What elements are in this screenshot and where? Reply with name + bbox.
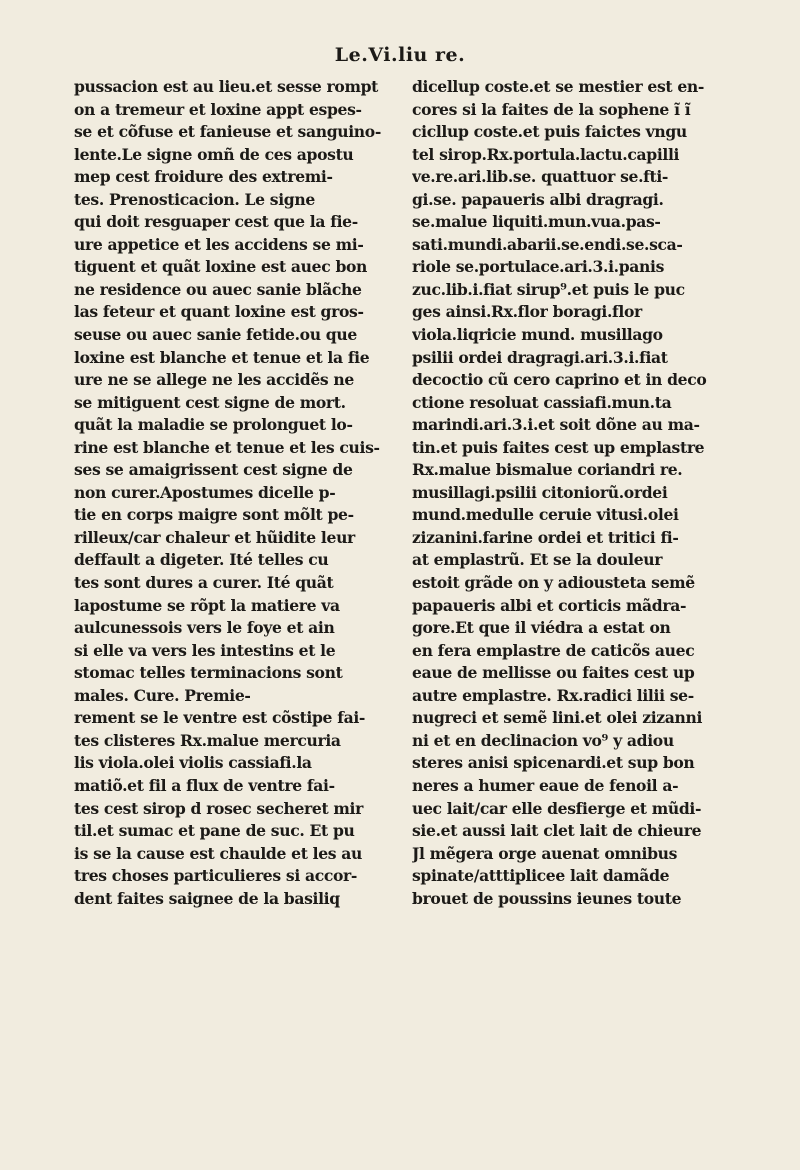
- right-column-line: tel sirop.Rx.portula.lactu.capilli: [412, 144, 680, 164]
- left-column-line: tes. Prenosticacion. Le signe: [74, 189, 315, 209]
- left-column-line: loxine est blanche et tenue et la fie: [74, 347, 370, 367]
- left-column-line: ses se amaigrissent cest signe de: [74, 460, 353, 480]
- left-column-line: lis viola.olei violis cassiafi.la: [74, 753, 312, 773]
- right-text-column: [412, 76, 728, 910]
- right-column-line: uec lait/car elle desfierge et mũdi-: [412, 798, 702, 818]
- right-column-line: riole se.portulace.ari.3.i.panis: [412, 257, 665, 277]
- right-column-line: at emplastrũ. Et se la douleur: [412, 550, 663, 570]
- right-column-line: Rx.malue bismalue coriandri re.: [412, 460, 683, 480]
- right-column-line: marindi.ari.3.i.et soit dõne au ma-: [412, 415, 700, 435]
- right-column-line: estoit grãde on y adiousteta semẽ: [412, 573, 695, 593]
- right-column-line: psilii ordei dragragi.ari.3.i.fiat: [412, 347, 668, 367]
- right-column-line: tin.et puis faites cest up emplastre: [412, 437, 705, 457]
- left-column-line: rilleux/car chaleur et hũidite leur: [74, 527, 355, 547]
- right-column-line: brouet de poussins ieunes toute: [412, 888, 682, 908]
- left-column-line: dent faites saignee de la basiliq: [74, 888, 340, 908]
- right-column-line: mund.medulle ceruie vitusi.olei: [412, 505, 679, 525]
- left-column-line: qui doit resguaper cest que la fie-: [74, 212, 358, 232]
- left-column-line: matiõ.et fil a flux de ventre fai-: [74, 775, 335, 795]
- right-column-line: sie.et aussi lait clet lait de chieure: [412, 821, 702, 841]
- left-column-line: tiguent et quãt loxine est auec bon: [74, 257, 368, 277]
- left-column-line: las feteur et quant loxine est gros-: [74, 302, 364, 322]
- left-column-line: se et cõfuse et fanieuse et sanguino-: [74, 122, 381, 142]
- left-column-line: deffault a digeter. Ité telles cu: [74, 550, 329, 570]
- left-column-line: tes sont dures a curer. Ité quãt: [74, 573, 334, 593]
- left-column-line: non curer.Apostumes dicelle p-: [74, 482, 336, 502]
- right-column-line: Jl mẽgera orge auenat omnibus: [412, 843, 678, 863]
- left-column-line: mep cest froidure des extremi-: [74, 167, 333, 187]
- left-column-line: tres choses particulieres si accor-: [74, 866, 358, 886]
- left-column-line: lapostume se rõpt la matiere va: [74, 595, 340, 615]
- left-column-line: ure ne se allege ne les accidẽs ne: [74, 370, 354, 390]
- right-column-line: ges ainsi.Rx.flor boragi.flor: [412, 302, 642, 322]
- left-column-line: tes cest sirop d rosec secheret mir: [74, 798, 363, 818]
- left-column-line: stomac telles terminacions sont: [74, 663, 343, 683]
- right-column-line: cicllup coste.et puis faictes vngu: [412, 122, 687, 142]
- right-column-line: decoctio cũ cero caprino et in deco: [412, 370, 707, 390]
- left-column-line: pussacion est au lieu.et sesse rompt: [74, 77, 379, 96]
- left-column-line: seuse ou auec sanie fetide.ou que: [74, 325, 357, 345]
- left-column-line: til.et sumac et pane de suc. Et pu: [74, 821, 355, 841]
- left-column-line: males. Cure. Premie-: [74, 685, 251, 705]
- left-column-line: rement se le ventre est cõstipe fai-: [74, 708, 366, 728]
- right-column-line: sati.mundi.abarii.se.endi.se.sca-: [412, 234, 683, 254]
- left-column-line: ure appetice et les accidens se mi-: [74, 234, 364, 254]
- right-column-line: ve.re.ari.lib.se. quattuor se.fti-: [412, 167, 669, 187]
- right-column-line: viola.liqricie mund. musillago: [412, 325, 663, 345]
- running-head: Le.Vi.liu re.: [334, 44, 466, 66]
- right-column-line: zuc.lib.i.fiat sirup⁹.et puis le puc: [412, 279, 685, 299]
- right-column-line: spinate/atttiplicee lait damãde: [412, 866, 670, 886]
- right-column-line: papaueris albi et corticis mãdra-: [412, 595, 687, 615]
- right-column-line: en fera emplastre de caticõs auec: [412, 640, 695, 660]
- right-column-line: cores si la faites de la sophene ĩ ĩ: [412, 99, 691, 119]
- right-column-line: dicellup coste.et se mestier est en-: [412, 77, 705, 96]
- right-column-line: steres anisi spicenardi.et sup bon: [412, 753, 695, 773]
- left-column-line: tie en corps maigre sont mõlt pe-: [74, 505, 354, 525]
- left-column-line: aulcunessois vers le foye et ain: [74, 618, 335, 638]
- right-column-line: zizanini.farine ordei et tritici fi-: [412, 527, 679, 547]
- right-column-line: nugreci et semẽ lini.et olei zizanni: [412, 708, 703, 728]
- right-column-line: musillagi.psilii citoniorũ.ordei: [412, 482, 668, 502]
- left-column-line: quãt la maladie se prolonguet lo-: [74, 415, 353, 435]
- right-column-line: gi.se. papaueris albi dragragi.: [412, 189, 664, 209]
- left-column-line: on a tremeur et loxine appt espes-: [74, 99, 362, 119]
- right-column-line: ctione resoluat cassiafi.mun.ta: [412, 392, 672, 412]
- right-column-line: autre emplastre. Rx.radici lilii se-: [412, 685, 694, 705]
- right-column-line: eaue de mellisse ou faites cest up: [412, 663, 695, 683]
- left-column-line: ne residence ou auec sanie blãche: [74, 279, 362, 299]
- right-column-line: gore.Et que il viédra a estat on: [412, 618, 671, 638]
- left-column-line: tes clisteres Rx.malue mercuria: [74, 730, 341, 750]
- left-column-line: si elle va vers les intestins et le: [74, 640, 336, 660]
- left-column-line: se mitiguent cest signe de mort.: [74, 392, 346, 412]
- left-text-column: [74, 76, 396, 910]
- left-column-line: rine est blanche et tenue et les cuis-: [74, 437, 380, 457]
- left-column-line: is se la cause est chaulde et les au: [74, 843, 363, 863]
- left-column-line: lente.Le signe omñ de ces apostu: [74, 144, 354, 164]
- right-column-line: neres a humer eaue de fenoil a-: [412, 775, 679, 795]
- right-column-line: se.malue liquiti.mun.vua.pas-: [412, 212, 661, 232]
- right-column-line: ni et en declinacion vo⁹ y adiou: [412, 730, 674, 750]
